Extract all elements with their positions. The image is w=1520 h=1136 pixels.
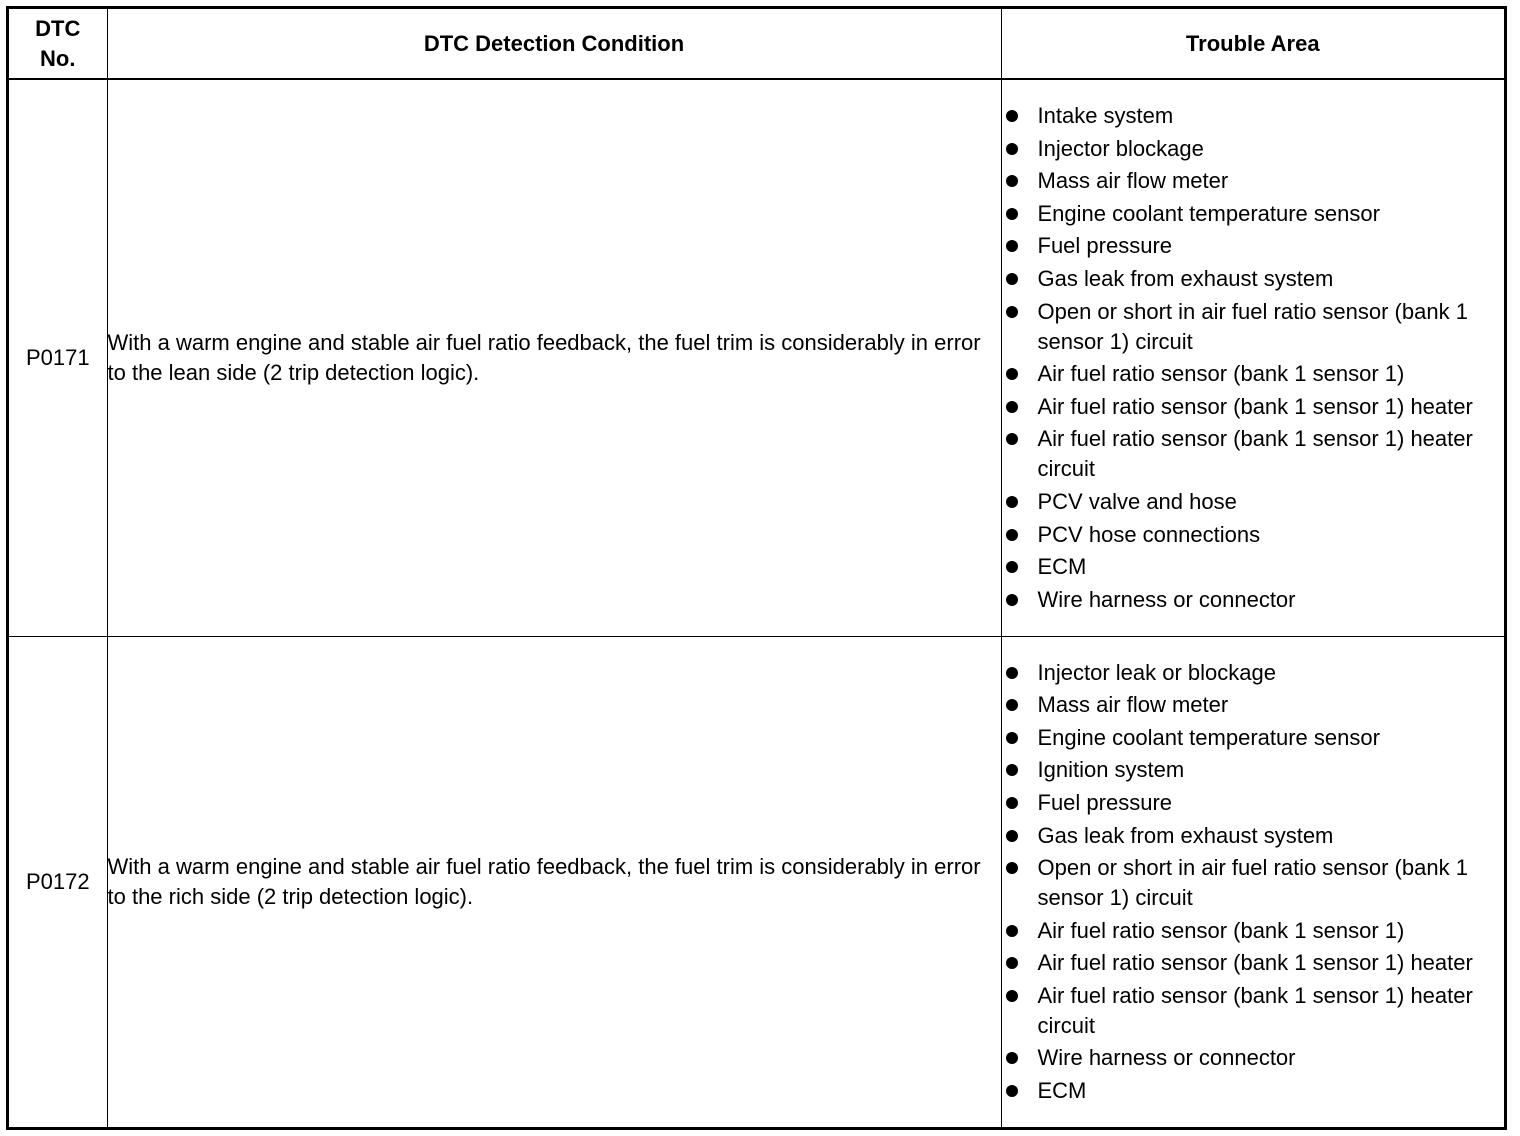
trouble-area-text: Open or short in air fuel ratio sensor (bank 1 sensor 1) circuit bbox=[1037, 855, 1468, 911]
bullet-icon bbox=[1006, 240, 1018, 252]
trouble-area-text: Air fuel ratio sensor (bank 1 sensor 1) heater circuit bbox=[1037, 982, 1473, 1038]
trouble-area-item bbox=[1002, 487, 1505, 517]
trouble-area-text: PCV valve and hose bbox=[1037, 488, 1237, 514]
dtc-table-frame bbox=[6, 6, 1507, 1130]
trouble-area-text: Injector blockage bbox=[1037, 135, 1204, 161]
bullet-icon bbox=[1006, 306, 1018, 318]
trouble-area-item bbox=[1002, 981, 1505, 1041]
bullet-icon bbox=[1006, 1052, 1018, 1064]
trouble-area-item bbox=[1002, 231, 1505, 261]
trouble-area-text: Engine coolant temperature sensor bbox=[1037, 200, 1380, 226]
trouble-area-cell bbox=[1001, 636, 1504, 1127]
bullet-icon bbox=[1006, 368, 1018, 380]
trouble-area-text: Fuel pressure bbox=[1037, 233, 1173, 259]
trouble-area-text: Mass air flow meter bbox=[1037, 692, 1229, 718]
bullet-icon bbox=[1006, 830, 1018, 842]
header-trouble-area: Trouble Area bbox=[1001, 9, 1504, 79]
trouble-area-item bbox=[1002, 297, 1505, 357]
bullet-icon bbox=[1006, 561, 1018, 573]
trouble-area-text: Wire harness or connector bbox=[1037, 586, 1296, 612]
header-dtc-no: DTC No. bbox=[9, 9, 107, 79]
trouble-area-item bbox=[1002, 166, 1505, 196]
table-row bbox=[9, 636, 1504, 1127]
bullet-icon bbox=[1006, 433, 1018, 445]
bullet-icon bbox=[1006, 957, 1018, 969]
bullet-icon bbox=[1006, 529, 1018, 541]
trouble-area-item bbox=[1002, 1076, 1505, 1106]
trouble-area-text: Open or short in air fuel ratio sensor (bank 1 sensor 1) circuit bbox=[1037, 298, 1468, 354]
trouble-area-item bbox=[1002, 916, 1505, 946]
trouble-area-item bbox=[1002, 690, 1505, 720]
bullet-icon bbox=[1006, 990, 1018, 1002]
detection-condition: With a warm engine and stable air fuel ratio feedback, the fuel trim is considerably in error to the lean side (2 trip detection logic). bbox=[107, 79, 1001, 636]
trouble-area-item bbox=[1002, 821, 1505, 851]
table-header-row bbox=[9, 9, 1504, 79]
trouble-area-text: Gas leak from exhaust system bbox=[1037, 265, 1334, 291]
bullet-icon bbox=[1006, 496, 1018, 508]
bullet-icon bbox=[1006, 667, 1018, 679]
dtc-code: P0171 bbox=[9, 79, 107, 636]
trouble-area-text: Air fuel ratio sensor (bank 1 sensor 1) heater circuit bbox=[1037, 426, 1473, 482]
trouble-area-text: Air fuel ratio sensor (bank 1 sensor 1) bbox=[1037, 361, 1405, 387]
trouble-area-item bbox=[1002, 520, 1505, 550]
trouble-area-item bbox=[1002, 853, 1505, 913]
trouble-area-text: PCV hose connections bbox=[1037, 521, 1261, 547]
trouble-area-text: Mass air flow meter bbox=[1037, 168, 1229, 194]
trouble-area-text: Wire harness or connector bbox=[1037, 1045, 1296, 1071]
bullet-icon bbox=[1006, 925, 1018, 937]
detection-condition: With a warm engine and stable air fuel ratio feedback, the fuel trim is considerably in error to the rich side (2 trip detection logic). bbox=[107, 636, 1001, 1127]
trouble-area-text: ECM bbox=[1037, 1078, 1087, 1104]
trouble-area-item bbox=[1002, 755, 1505, 785]
trouble-area-item bbox=[1002, 101, 1505, 131]
dtc-code: P0172 bbox=[9, 636, 107, 1127]
trouble-area-text: Intake system bbox=[1037, 103, 1174, 128]
bullet-icon bbox=[1006, 273, 1018, 285]
bullet-icon bbox=[1006, 175, 1018, 187]
trouble-area-item bbox=[1002, 424, 1505, 484]
trouble-area-item bbox=[1002, 658, 1505, 688]
trouble-area-text: Air fuel ratio sensor (bank 1 sensor 1) heater bbox=[1037, 393, 1473, 419]
bullet-icon bbox=[1006, 862, 1018, 874]
trouble-area-item bbox=[1002, 723, 1505, 753]
trouble-area-text: Air fuel ratio sensor (bank 1 sensor 1) heater bbox=[1037, 950, 1473, 976]
bullet-icon bbox=[1006, 764, 1018, 776]
bullet-icon bbox=[1006, 594, 1018, 606]
trouble-area-item bbox=[1002, 359, 1505, 389]
trouble-area-text: Engine coolant temperature sensor bbox=[1037, 724, 1380, 750]
trouble-area-item bbox=[1002, 392, 1505, 422]
trouble-area-item bbox=[1002, 948, 1505, 978]
bullet-icon bbox=[1006, 732, 1018, 744]
bullet-icon bbox=[1006, 110, 1018, 122]
trouble-area-item bbox=[1002, 585, 1505, 615]
trouble-area-item bbox=[1002, 1043, 1505, 1073]
trouble-area-item bbox=[1002, 199, 1505, 229]
trouble-area-list bbox=[1002, 658, 1505, 1107]
header-detection-condition: DTC Detection Condition bbox=[107, 9, 1001, 79]
bullet-icon bbox=[1006, 208, 1018, 220]
dtc-table bbox=[9, 9, 1504, 1127]
trouble-area-text: Injector leak or blockage bbox=[1037, 659, 1276, 685]
bullet-icon bbox=[1006, 401, 1018, 413]
trouble-area-item bbox=[1002, 788, 1505, 818]
trouble-area-text: Ignition system bbox=[1037, 757, 1185, 783]
bullet-icon bbox=[1006, 797, 1018, 809]
trouble-area-cell bbox=[1001, 79, 1504, 636]
bullet-icon bbox=[1006, 699, 1018, 711]
trouble-area-item bbox=[1002, 134, 1505, 164]
bullet-icon bbox=[1006, 1085, 1018, 1097]
bullet-icon bbox=[1006, 143, 1018, 155]
trouble-area-text: Fuel pressure bbox=[1037, 789, 1173, 815]
trouble-area-list bbox=[1002, 101, 1505, 615]
trouble-area-text: Air fuel ratio sensor (bank 1 sensor 1) bbox=[1037, 917, 1405, 943]
trouble-area-text: Gas leak from exhaust system bbox=[1037, 822, 1334, 848]
table-row bbox=[9, 79, 1504, 636]
trouble-area-item bbox=[1002, 552, 1505, 582]
trouble-area-item bbox=[1002, 264, 1505, 294]
trouble-area-text: ECM bbox=[1037, 554, 1087, 580]
